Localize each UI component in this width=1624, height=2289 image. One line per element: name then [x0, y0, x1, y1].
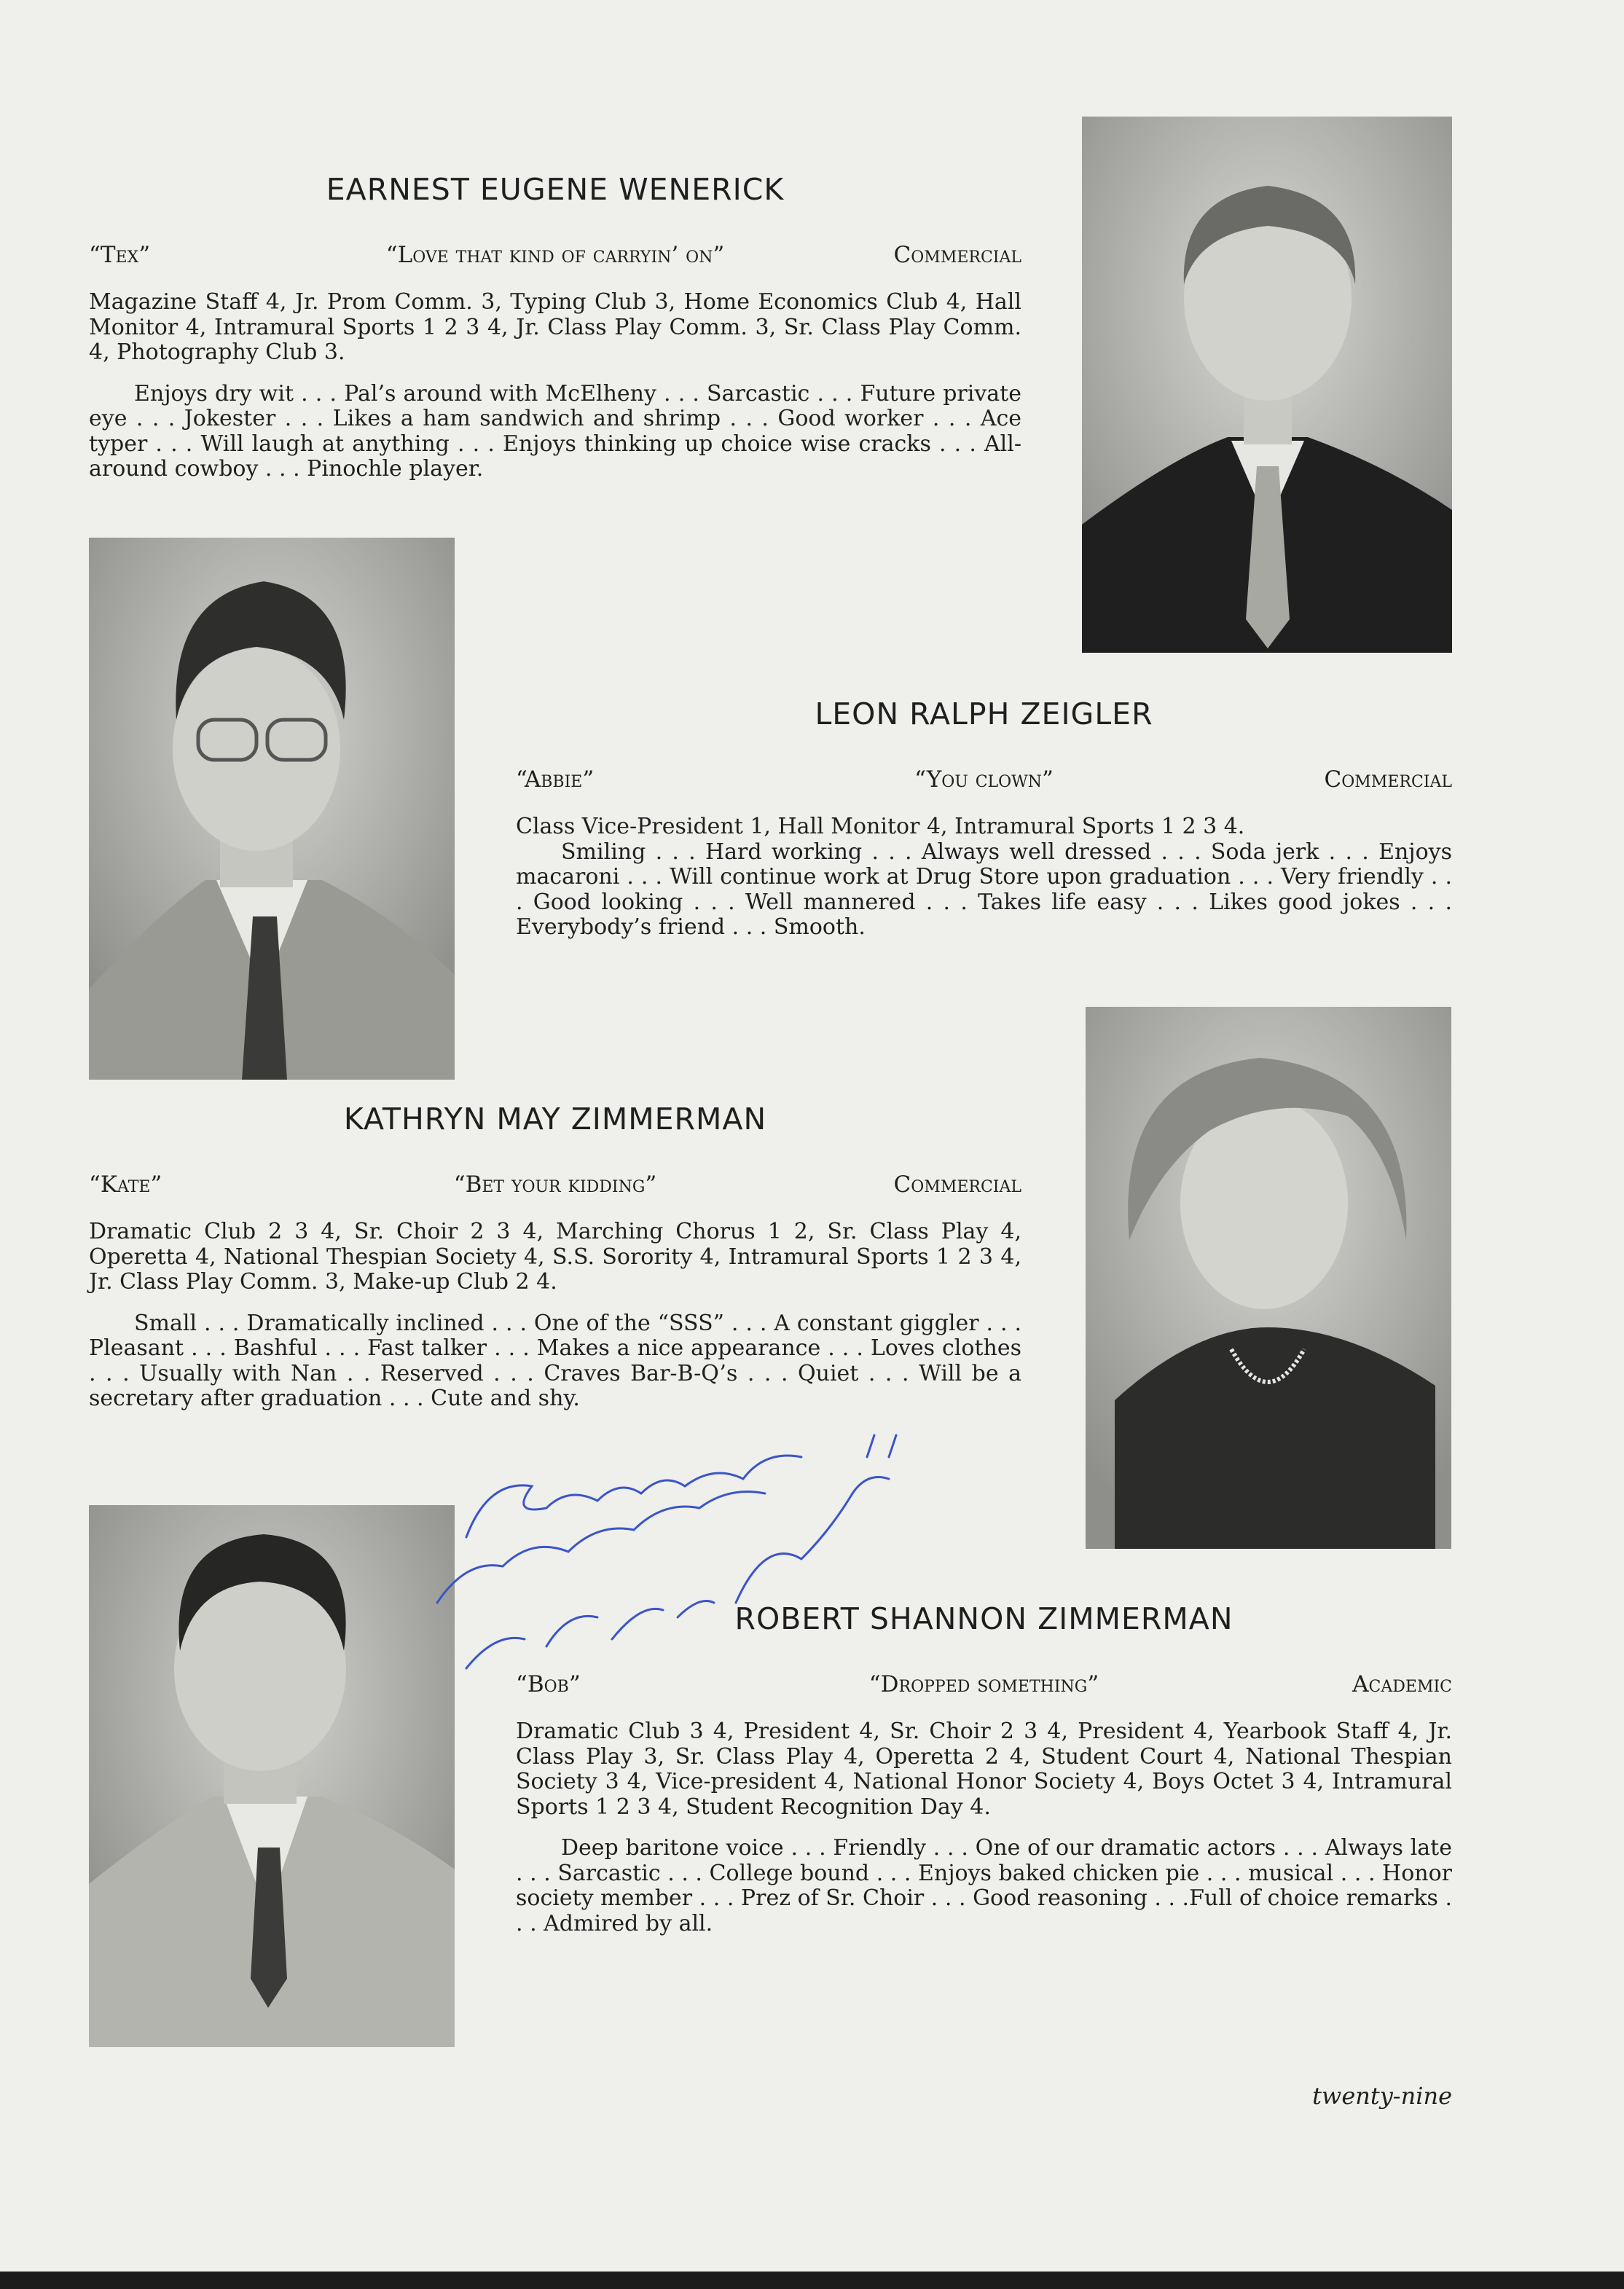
senior-meta — [89, 1171, 1021, 1215]
signature-ink — [437, 1435, 896, 1668]
senior-activities: Magazine Staff 4, Jr. Prom Comm. 3, Typing Club 3, Home Economics Club 4, Hall Monitor 4, Intramural Sports 1 2 3 4, Jr. Class Play Comm. 3, Sr. Class Play Comm. 4, Photography Club 3. — [89, 289, 1021, 365]
senior-entry-kathryn-zimmerman — [89, 1099, 1021, 1412]
senior-meta — [89, 242, 1021, 286]
senior-description: Deep baritone voice . . . Friendly . . . One of our dramatic actors . . . Always late . . . Sarcastic . . . College bound . . . Enjoys baked chicken pie . . . musical . . . Honor society member . . . Prez of Sr. Choir . . . Good reasoning . . .Full of choice remarks . . . Admired by all. — [516, 1835, 1452, 1936]
page-number: twenty-nine — [1312, 2082, 1452, 2110]
senior-entry-wenerick — [89, 169, 1021, 482]
scan-border — [0, 2272, 1624, 2289]
senior-name: KATHRYN MAY ZIMMERMAN — [343, 1102, 767, 1136]
senior-entry-zeigler — [516, 694, 1452, 941]
senior-motto: “Dropped something” — [868, 1671, 1099, 1697]
portrait-photo-wenerick — [1082, 117, 1452, 653]
senior-course: Academic — [1352, 1671, 1452, 1697]
handwritten-signature — [423, 1391, 954, 1697]
senior-description: Enjoys dry wit . . . Pal’s around with McElheny . . . Sarcastic . . . Future private eye . . . Jokester . . . Likes a ham sandwich and shrimp . . . Good worker . . . Ace typer . . . Will laugh at anything . . . Enjoys thinking up choice wise cracks . . . All-around cowboy . . . Pinochle player. — [89, 380, 1021, 482]
senior-meta — [516, 766, 1452, 810]
senior-motto: “You clown” — [914, 766, 1054, 793]
senior-description: Small . . . Dramatically inclined . . . One of the “SSS” . . . A constant giggler . . . Pleasant . . . Bashful . . . Fast talker . . . Makes a nice appearance . . . Loves clothes . . . Usually with Nan . . Reserved . . . Craves Bar-B-Q’s . . . Quiet . . . Will be a secretary after graduation . . . Cute and shy. — [89, 1310, 1021, 1411]
senior-motto: “Bet your kidding” — [453, 1171, 657, 1198]
senior-motto: “Love that kind of carryin’ on” — [385, 242, 725, 268]
senior-nickname: “Abbie” — [516, 766, 595, 793]
senior-name: LEON RALPH ZEIGLER — [815, 696, 1153, 731]
portrait-photo-kathryn-zimmerman — [1086, 1007, 1451, 1549]
senior-course: Commercial — [893, 1171, 1021, 1198]
portrait-photo-robert-zimmerman — [89, 1505, 455, 2047]
senior-description: Smiling . . . Hard working . . . Always well dressed . . . Soda jerk . . . Enjoys macaroni . . . Will continue work at Drug Store upon graduation . . . Very friendly . . . Good looking . . . Well mannered . . . Takes life easy . . . Likes good jokes . . . Everybody’s friend . . . Smooth. — [516, 839, 1452, 940]
senior-course: Commercial — [893, 242, 1021, 268]
senior-nickname: “Bob” — [516, 1671, 581, 1697]
senior-activities: Dramatic Club 2 3 4, Sr. Choir 2 3 4, Marching Chorus 1 2, Sr. Class Play 4, Operetta 4, National Thespian Society 4, S.S. Sorority 4, Intramural Sports 1 2 3 4, Jr. Class Play Comm. 3, Make-up Club 2 4. — [89, 1219, 1021, 1295]
senior-name: ROBERT SHANNON ZIMMERMAN — [734, 1601, 1233, 1636]
senior-nickname: “Tex” — [89, 242, 151, 268]
senior-activities: Dramatic Club 3 4, President 4, Sr. Choir 2 3 4, President 4, Yearbook Staff 4, Jr. Class Play 3, Sr. Class Play 4, Operetta 2 4, Student Court 4, National Thespian Society 3 4, Vice-president 4, National Honor Society 4, Boys Octet 3 4, Intramural Sports 1 2 3 4, Student Recognition Day 4. — [516, 1719, 1452, 1820]
senior-name: EARNEST EUGENE WENERICK — [326, 172, 785, 207]
senior-course: Commercial — [1324, 766, 1452, 793]
senior-nickname: “Kate” — [89, 1171, 162, 1198]
portrait-photo-zeigler — [89, 538, 455, 1080]
senior-activities: Class Vice-President 1, Hall Monitor 4, Intramural Sports 1 2 3 4. — [516, 814, 1245, 839]
